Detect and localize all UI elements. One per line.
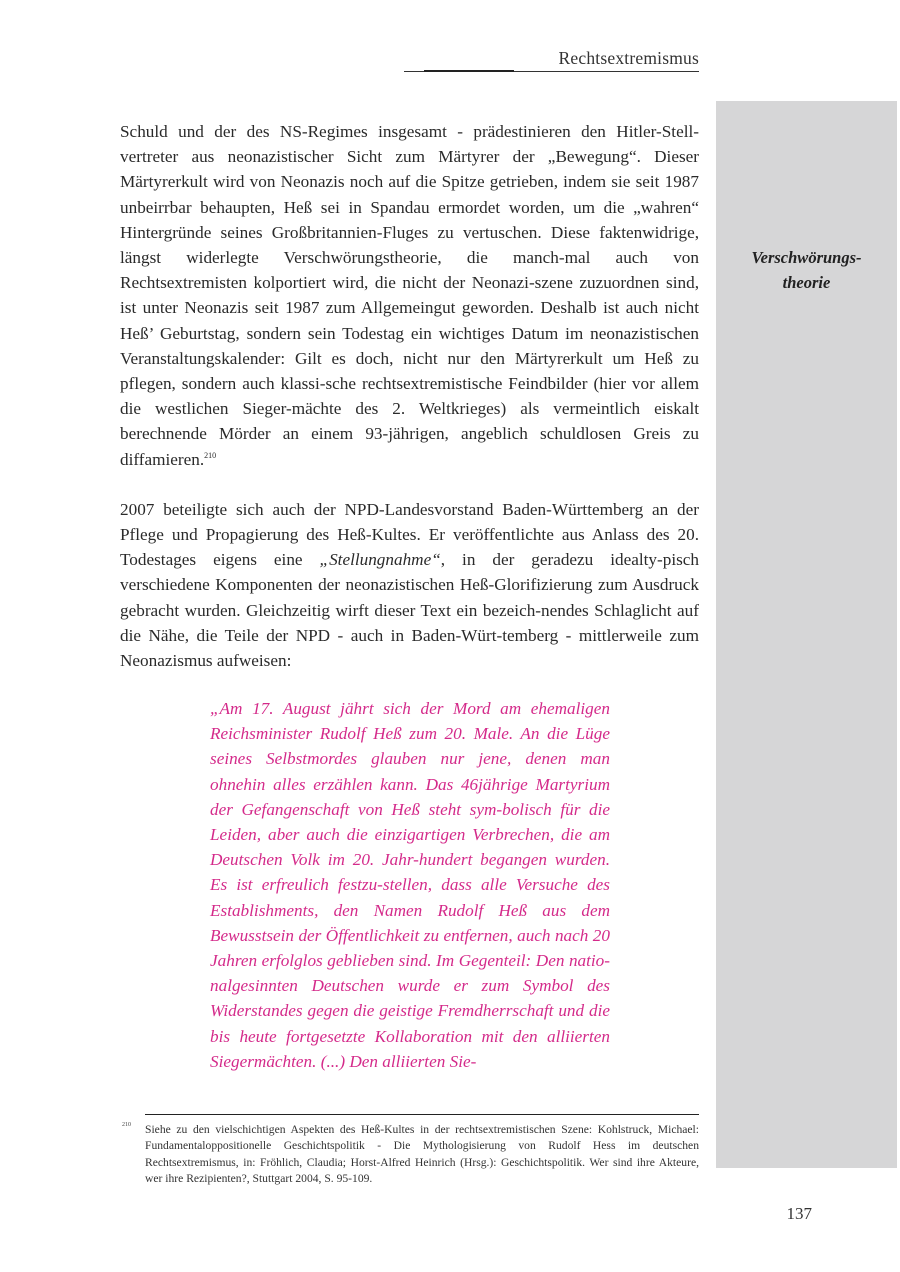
footnote-reference[interactable]: 210 [204,450,217,460]
margin-sidebar [716,101,897,1168]
footnote-rule [145,1114,699,1115]
margin-note [716,245,897,295]
running-header: Rechtsextremismus [558,48,699,68]
paragraph-2-emphasis: „Stellungnahme“ [319,550,441,570]
footnote-text: Siehe zu den vielschichtigen Aspekten des Heß-Kultes in der rechtsextremistischen Szene: Kohlstruck, Michael: Fundamentaloppositionelle Geschichtspolitik - Die Mythologisierung von Rudolf Hess im deutschen Rechtsextremismus, in: Fröhlich, Claudia; Horst-Alfred Heinrich (Hrsg.): Geschichtspolitik. Wer sind ihre Akteure, wer ihre Rezipienten?, Stuttgart 2004, S. 95-109. [145,1123,699,1186]
paragraph-2-text-b: , in der geradezu idealty-pisch verschiedene Komponenten der neonazistischen Heß-Glorifizierung zum Ausdruck gebracht wurden. Gleichzeitig wirft dieser Text ein bezeich-nendes Schlaglicht auf die Nähe, die Teile der NPD - auch in Baden-Würt-temberg - mittlerweile zum Neonazismus aufweisen: [120,550,700,671]
margin-note-text: Verschwörungs- theorie [751,248,862,292]
body-text [120,119,699,673]
paragraph-2-text-a: 2007 beteiligte sich auch der NPD-Landesvorstand Baden-Württemberg an der Pflege und Propagierung des Heß-Kultes. Er veröffentlichte aus Anlass des 20. Todestages eigens eine [120,499,699,570]
footnote-number: 210 [122,1122,131,1128]
header-rule [404,71,699,72]
paragraph-2 [120,497,699,673]
page-number: 137 [786,1204,812,1223]
header-rule-accent [424,70,514,72]
paragraph-1 [120,119,699,472]
block-quote: „Am 17. August jährt sich der Mord am ehemaligen Reichsminister Rudolf Heß zum 20. Male. An die Lüge seines Selbstmordes glauben nur jene, denen man ohnehin alles erzählen kann. Das 46jährige Martyrium der Gefangenschaft von Heß steht sym-bolisch für die Leiden, aber auch die einzigartigen Verbrechen, die am Deutschen Volk im 20. Jahr-hundert begangen wurden. Es ist erfreulich festzu-stellen, dass alle Versuche des Establishments, den Namen Rudolf Heß aus dem Bewusstsein der Öffentlichkeit zu entfernen, auch nach 20 Jahren erfolglos geblieben sind. Im Gegenteil: Den natio-nalgesinnten Deutschen wurde er zum Symbol des Widerstandes gegen die geistige Fremdherrschaft und die bis heute fortgesetzte Kollaboration mit den alliierten Siegermächten. (...) Den alliierten Sie- [210,699,610,1071]
paragraph-1-text: Schuld und der des NS-Regimes insgesamt - prädestinieren den Hitler-Stell-vertreter aus neonazistischer Sicht zum Märtyrer der „Bewegung“. Dieser Märtyrerkult wird von Neonazis noch auf die Spitze getrieben, indem sie seit 1987 unbeirrbar behaupten, Heß sei in Spandau ermordet worden, um die „wahren“ Hintergründe seines Großbritannien-Fluges zu vertuschen. Diese faktenwidrige, längst widerlegte Verschwörungstheorie, die manch-mal auch von Rechtsextremisten kolportiert wird, die nicht der Neonazi-szene zuzuordnen sind, ist unter Neonazis seit 1987 zum Allgemeingut geworden. Deshalb ist auch nicht Heß’ Geburtstag, sondern sein Todestag ein wichtiges Datum im neonazistischen Veranstaltungskalender: Gilt es doch, nicht nur den Märtyrerkult um Heß zu pflegen, sondern auch klassi-sche rechtsextremistische Feindbilder (hier vor allem die westlichen Sieger-mächte des 2. Weltkrieges) als vermeintlich eiskalt berechnende Mörder an einem 93-jährigen, angeblich schuldlosen Greis zu diffamieren. [120,122,699,469]
